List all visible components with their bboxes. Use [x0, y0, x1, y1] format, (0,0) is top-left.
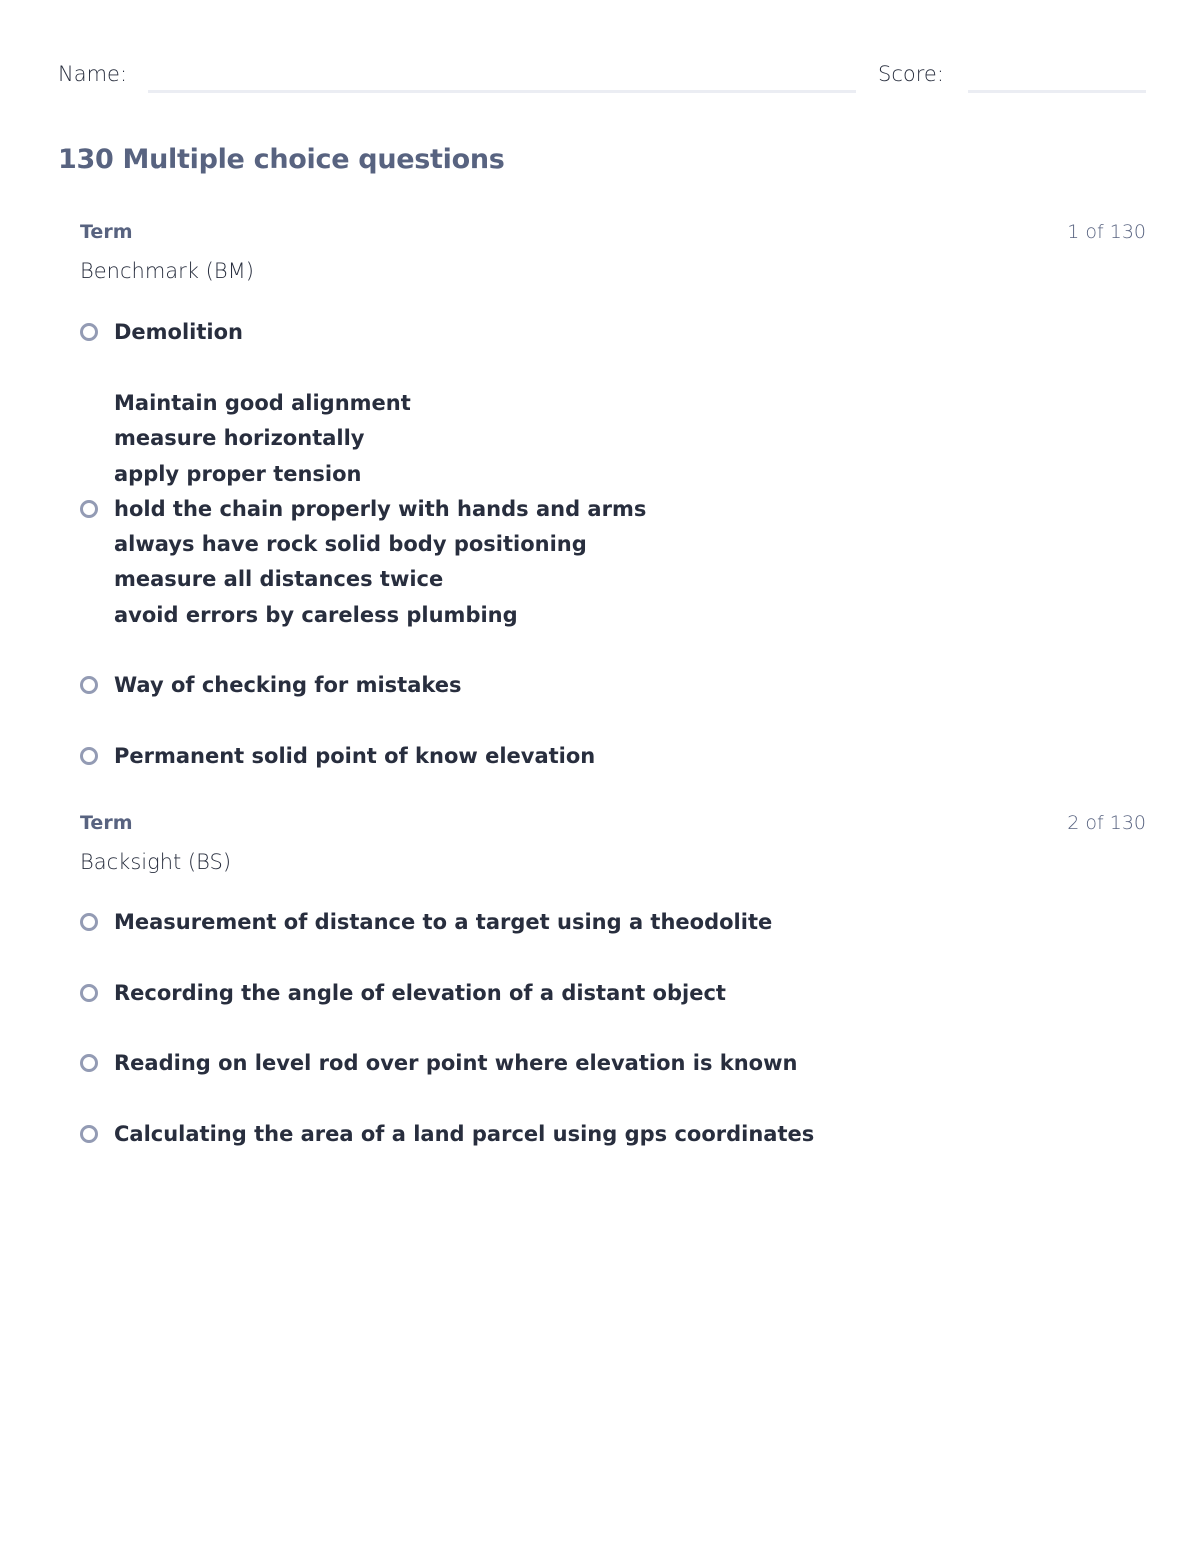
radio-circle-icon[interactable] — [80, 984, 98, 1002]
answer-option-3[interactable] — [80, 1046, 1080, 1082]
radio-circle-icon[interactable] — [80, 500, 98, 518]
question-term: Benchmark (BM) — [80, 259, 254, 283]
radio-circle-icon[interactable] — [80, 676, 98, 694]
answer-option-4[interactable] — [80, 739, 1080, 775]
radio-circle-icon[interactable] — [80, 913, 98, 931]
answer-option-text: Reading on level rod over point where elevation is known — [114, 1051, 798, 1075]
answer-option-3[interactable] — [80, 668, 1080, 704]
answer-option-2[interactable] — [80, 386, 1080, 636]
radio-circle-icon[interactable] — [80, 1054, 98, 1072]
question-label: Term — [80, 221, 133, 243]
question-count: 1 of 130 — [1067, 221, 1146, 243]
answer-option-1[interactable] — [80, 905, 1080, 941]
name-label: Name: — [58, 62, 128, 86]
question-count: 2 of 130 — [1067, 812, 1146, 834]
question-1 — [80, 221, 1146, 781]
answer-option-text: Recording the angle of elevation of a distant object — [114, 981, 726, 1005]
answer-option-2[interactable] — [80, 976, 1080, 1012]
answer-option-text: Calculating the area of a land parcel using gps coordinates — [114, 1122, 815, 1146]
section-title: 130 Multiple choice questions — [58, 144, 505, 175]
question-2 — [80, 812, 1146, 1162]
radio-circle-icon[interactable] — [80, 1125, 98, 1143]
score-label: Score: — [878, 62, 944, 86]
question-term: Backsight (BS) — [80, 850, 232, 874]
answer-option-text: Maintain good alignment measure horizontally apply proper tension hold the chain properly with hands and arms always have rock solid body positioning measure all distances twice avoid errors by careless plumbing — [114, 391, 647, 627]
answer-option-text: Measurement of distance to a target using a theodolite — [114, 910, 773, 934]
answer-option-text: Way of checking for mistakes — [114, 673, 462, 697]
radio-circle-icon[interactable] — [80, 323, 98, 341]
radio-circle-icon[interactable] — [80, 747, 98, 765]
question-label: Term — [80, 812, 133, 834]
answer-option-1[interactable] — [80, 315, 1080, 351]
name-field[interactable] — [148, 90, 856, 93]
score-field[interactable] — [968, 90, 1146, 93]
answer-option-text: Demolition — [114, 320, 243, 344]
answer-option-text: Permanent solid point of know elevation — [114, 744, 596, 768]
answer-option-4[interactable] — [80, 1117, 1080, 1153]
header-row — [58, 60, 1146, 100]
